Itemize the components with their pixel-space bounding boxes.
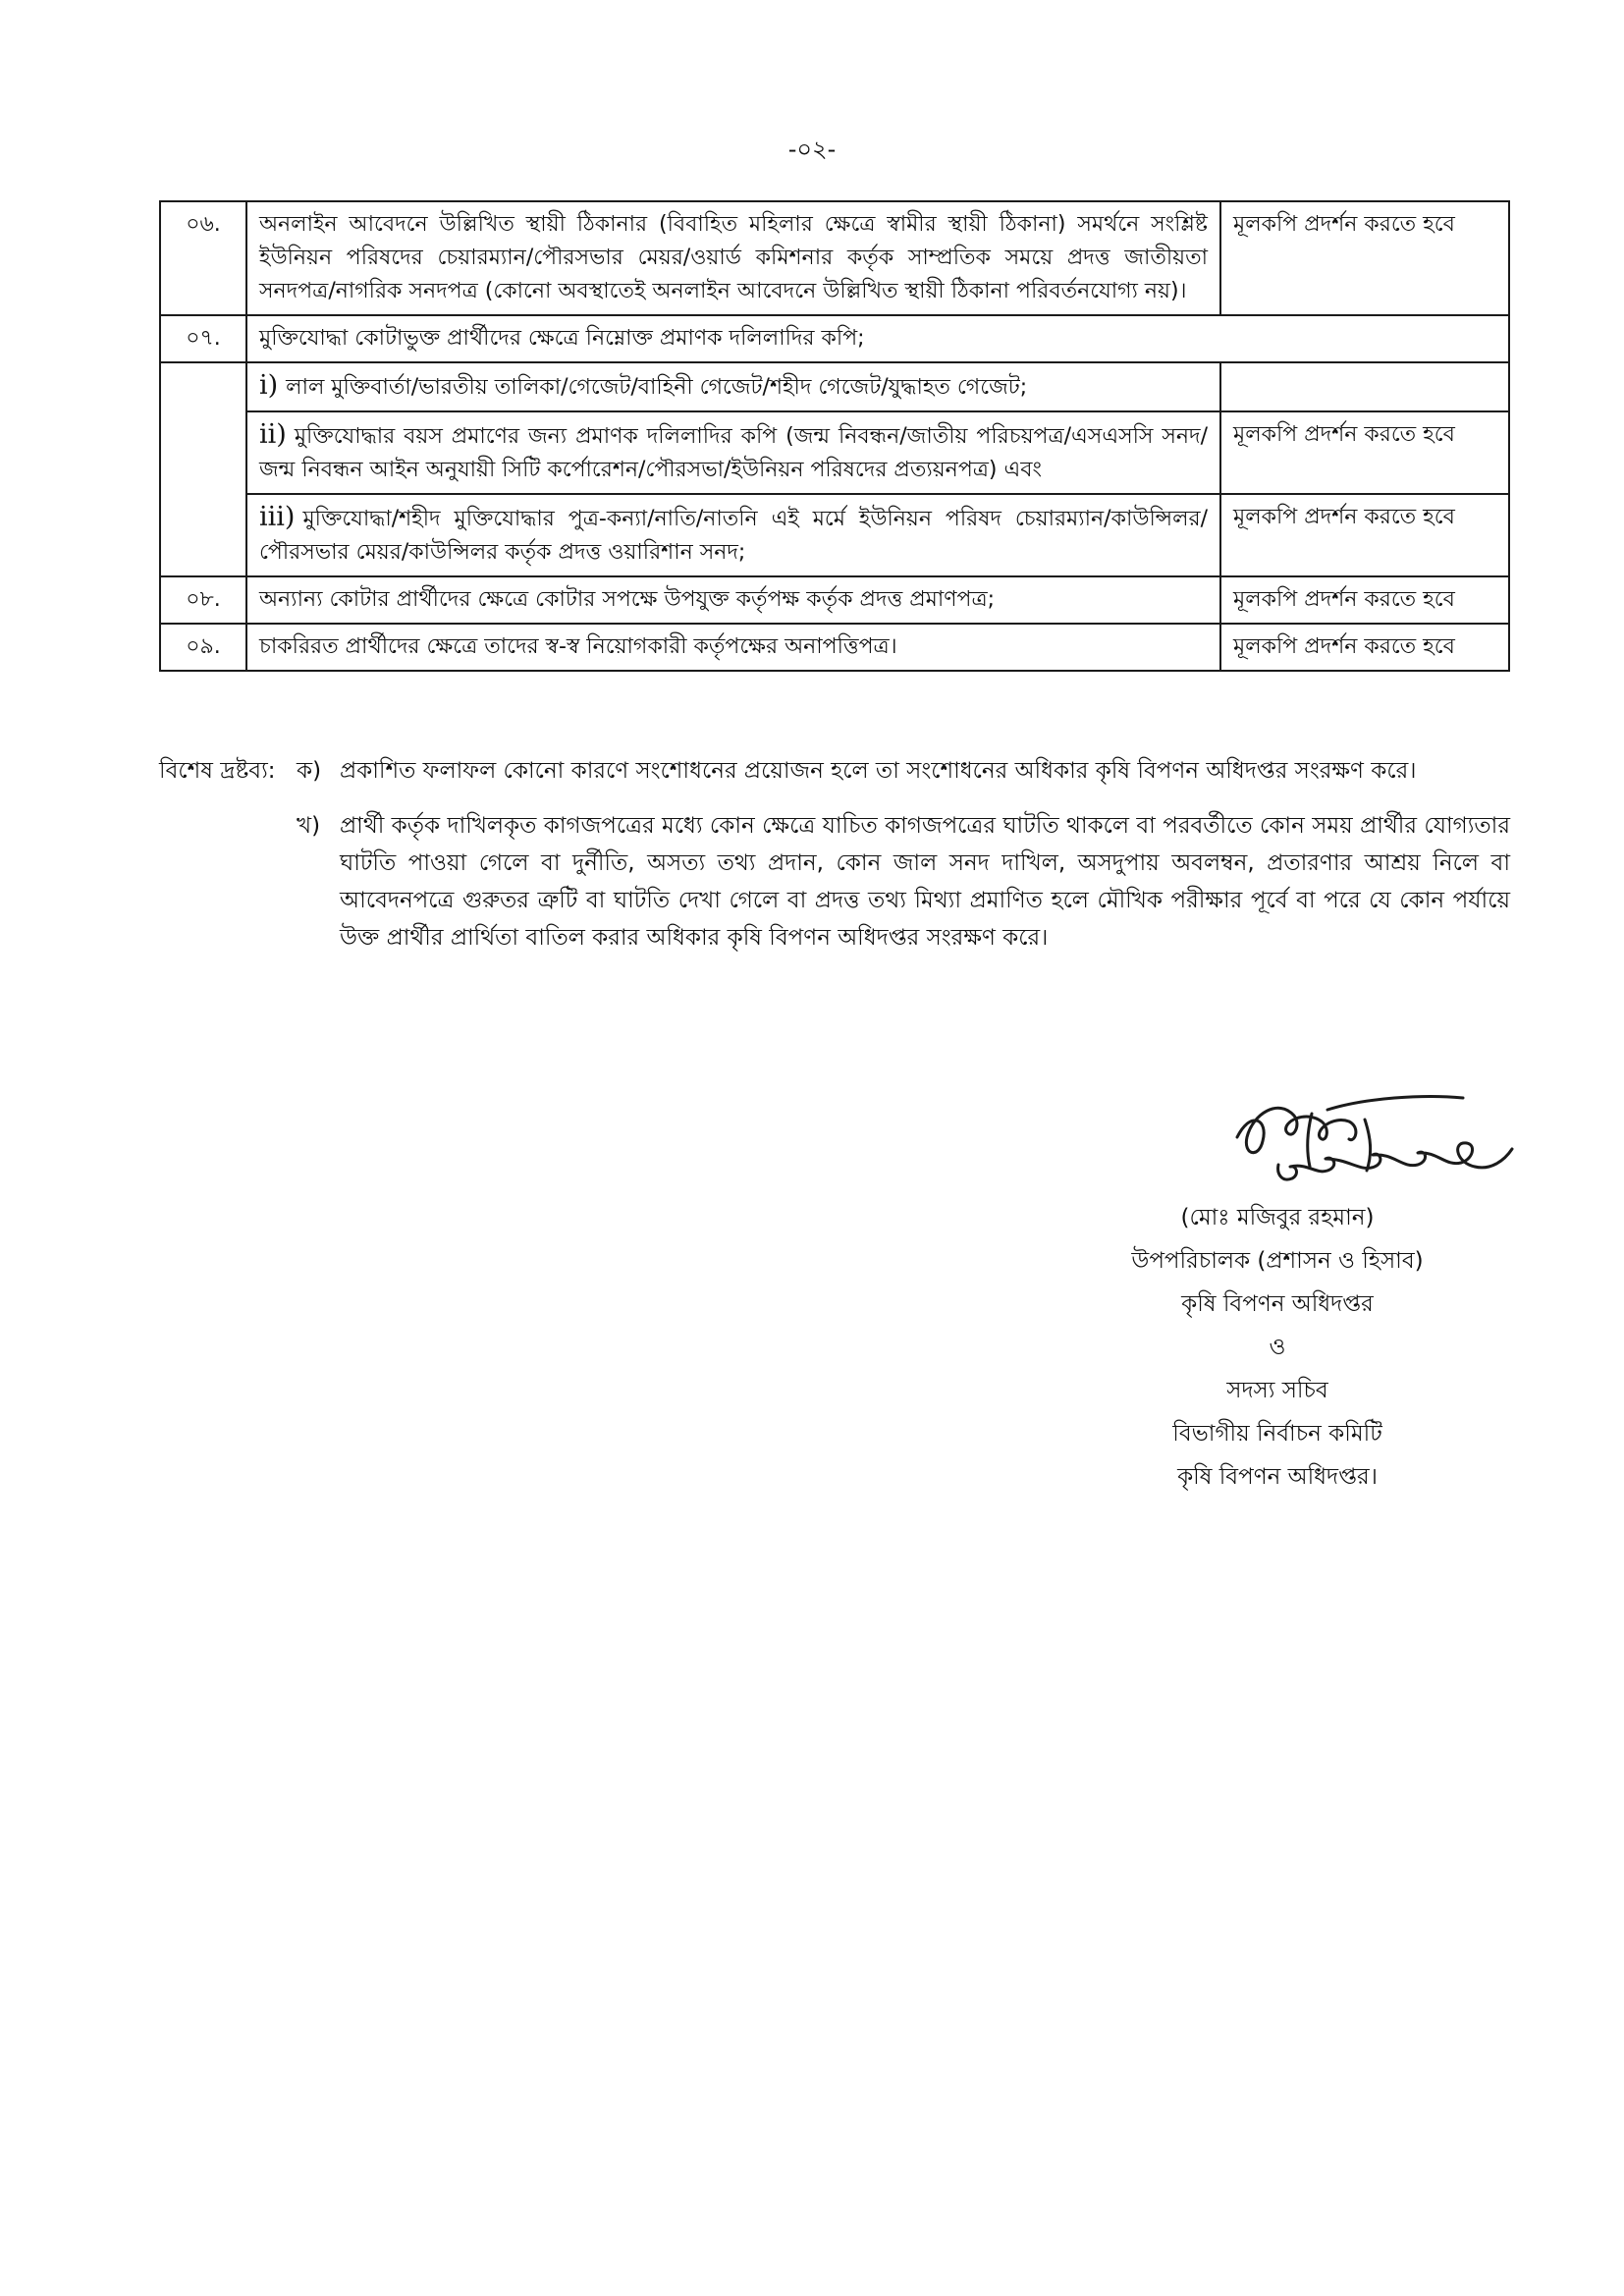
sub-item-number: iii) [259,502,296,532]
table-row [160,201,1509,315]
remark-item [159,752,1510,790]
description-cell: মুক্তিযোদ্ধা কোটাভুক্ত প্রার্থীদের ক্ষেত্রে নিম্নোক্ত প্রমাণক দলিলাদির কপি; [246,315,1509,362]
empty-serial-cell [160,362,246,576]
remark-text: প্রার্থী কর্তৃক দাখিলকৃত কাগজপত্রের মধ্যে কোন ক্ষেত্রে যাচিত কাগজপত্রের ঘাটতি থাকলে বা পরবর্তীতে কোন সময় প্রার্থীর যোগ্যতার ঘাটতি পাওয়া গেলে বা দুর্নীতি, অসত্য তথ্য প্রদান, কোন জাল সনদ দাখিল, অসদুপায় অবলম্বন, প্রতারণার আশ্রয় নিলে বা আবেদনপত্রে গুরুতর ত্রুটি বা ঘাটতি দেখা গেলে বা প্রদত্ত তথ্য মিথ্যা প্রমাণিত হলে মৌখিক পরীক্ষার পূর্বে বা পরে যে কোন পর্যায়ে উক্ত প্রার্থীর প্রার্থিতা বাতিল করার অধিকার কৃষি বিপণন অধিদপ্তর সংরক্ষণ করে। [340,813,1510,951]
signatory-designation: উপপরিচালক (প্রশাসন ও হিসাব) [1131,1248,1424,1274]
table-row [160,315,1509,362]
page-number: -০২- [787,136,837,163]
serial-cell: ০৮. [160,576,246,624]
signatory-office-2: কৃষি বিপণন অধিদপ্তর। [1177,1464,1378,1490]
note-cell: মূলকপি প্রদর্শন করতে হবে [1220,494,1509,576]
note-cell [1220,362,1509,411]
note-cell: মূলকপি প্রদর্শন করতে হবে [1220,624,1509,671]
signatory-committee: বিভাগীয় নির্বাচন কমিটি [1172,1421,1382,1447]
table-subrow [160,494,1509,576]
special-remarks [159,752,1510,974]
remark-text: প্রকাশিত ফলাফল কোনো কারণে সংশোধনের প্রয়োজন হলে তা সংশোধনের অধিকার কৃষি বিপণন অধিদপ্তর সংরক্ষণ করে। [340,758,1417,784]
sub-item-text: মুক্তিযোদ্ধার বয়স প্রমাণের জন্য প্রমাণক দলিলাদির কপি (জন্ম নিবন্ধন/জাতীয় পরিচয়পত্র/এসএসসি সনদ/জন্ম নিবন্ধন আইন অনুযায়ী সিটি কর্পোরেশন/পৌরসভা/ইউনিয়ন পরিষদের প্রত্যয়নপত্র) এবং [259,424,1208,482]
documents-table [159,200,1510,672]
sub-item-number: ii) [259,419,287,450]
sub-item-text: লাল মুক্তিবার্তা/ভারতীয় তালিকা/গেজেট/বাহিনী গেজেট/শহীদ গেজেট/যুদ্ধাহত গেজেট; [286,375,1028,400]
remark-marker: খ) [297,813,321,839]
remark-item [159,807,1510,957]
signatory-name: (মোঃ মজিবুর রহমান) [1180,1205,1375,1230]
description-cell: চাকরিরত প্রার্থীদের ক্ষেত্রে তাদের স্ব-স্ব নিয়োগকারী কর্তৃপক্ষের অনাপত্তিপত্র। [246,624,1220,671]
signatory-role: সদস্য সচিব [1226,1378,1328,1403]
serial-cell: ০৬. [160,201,246,315]
table-row [160,624,1509,671]
remarks-label: বিশেষ দ্রষ্টব্য: [159,758,276,784]
table-subrow [160,411,1509,494]
table-subrow [160,362,1509,411]
serial-cell: ০৭. [160,315,246,362]
description-cell: অন্যান্য কোটার প্রার্থীদের ক্ষেত্রে কোটার সপক্ষে উপযুক্ত কর্তৃপক্ষ কর্তৃক প্রদত্ত প্রমাণপত্র; [246,576,1220,624]
note-cell: মূলকপি প্রদর্শন করতে হবে [1220,201,1509,315]
signature-block [1115,1196,1439,1499]
signatory-conjunction: ও [1269,1335,1286,1360]
serial-cell: ০৯. [160,624,246,671]
table-row [160,576,1509,624]
signatory-office: কৃষি বিপণন অধিদপ্তর [1181,1291,1374,1317]
note-cell: মূলকপি প্রদর্শন করতে হবে [1220,576,1509,624]
sub-description-cell [246,411,1220,494]
sub-item-number: i) [259,370,279,401]
sub-description-cell [246,362,1220,411]
description-cell: অনলাইন আবেদনে উল্লিখিত স্থায়ী ঠিকানার (বিবাহিত মহিলার ক্ষেত্রে স্বামীর স্থায়ী ঠিকানা) সমর্থনে সংশ্লিষ্ট ইউনিয়ন পরিষদের চেয়ারম্যান/পৌরসভার মেয়র/ওয়ার্ড কমিশনার কর্তৃক সাম্প্রতিক সময়ে প্রদত্ত জাতীয়তা সনদপত্র/নাগরিক সনদপত্র (কোনো অবস্থাতেই অনলাইন আবেদনে উল্লিখিত স্থায়ী ঠিকানা পরিবর্তনযোগ্য নয়)। [246,201,1220,315]
sub-description-cell [246,494,1220,576]
sub-item-text: মুক্তিযোদ্ধা/শহীদ মুক্তিযোদ্ধার পুত্র-কন্যা/নাতি/নাতনি এই মর্মে ইউনিয়ন পরিষদ চেয়ারম্যান/কাউন্সিলর/পৌরসভার মেয়র/কাউন্সিলর কর্তৃক প্রদত্ত ওয়ারিশান সনদ; [259,507,1208,565]
note-cell: মূলকপি প্রদর্শন করতে হবে [1220,411,1509,494]
remark-marker: ক) [297,758,322,784]
